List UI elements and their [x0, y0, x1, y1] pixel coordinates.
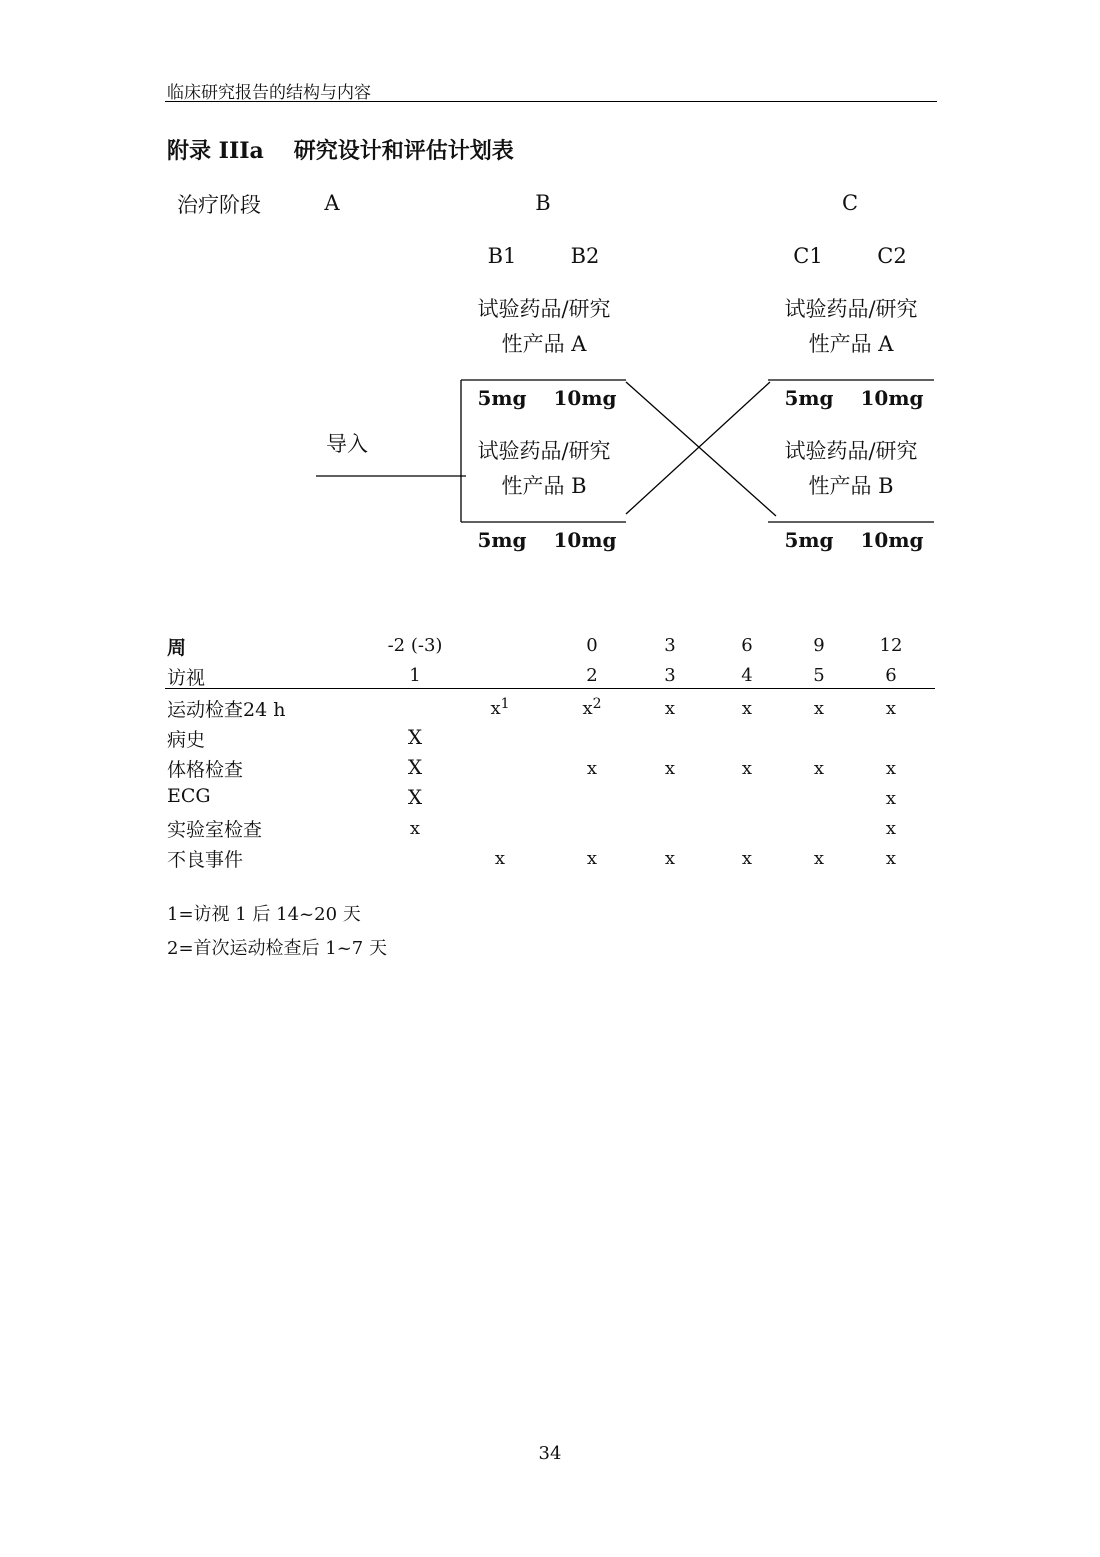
assessment-mark: [742, 698, 752, 719]
crossover-diagram: [0, 0, 1100, 600]
footnote-ref: 2: [592, 696, 602, 712]
mark-text: x: [813, 698, 825, 719]
mark-text: x: [813, 848, 825, 869]
assessment-mark: [410, 818, 420, 839]
assessment-mark: [886, 698, 896, 719]
mark-text: x: [582, 698, 593, 719]
footnote-1: 1=访视 1 后 14~20 天: [167, 904, 361, 925]
schedule-rule: [165, 688, 935, 689]
phase-c: C: [841, 191, 859, 215]
mark-text: x: [741, 698, 753, 719]
dose-b-lower-5: 5mg: [477, 528, 527, 552]
dose-b-upper-5: 5mg: [477, 386, 527, 410]
week-label: 周: [167, 637, 187, 659]
run-in-label: 导入: [326, 432, 368, 456]
visit-cell: 4: [741, 665, 753, 686]
assessment-label: 病史: [167, 729, 206, 751]
mark-text: x: [741, 848, 753, 869]
mark-text: x: [494, 848, 506, 869]
mark-text: x: [664, 698, 676, 719]
assessment-mark: [742, 758, 752, 779]
assessment-mark: [814, 758, 824, 779]
week-cell: -2 (-3): [387, 635, 443, 656]
drug-a-label-c: 试验药品/研究 性产品 A: [784, 297, 918, 356]
week-cell: 12: [879, 635, 903, 656]
assessment-mark: [587, 848, 597, 869]
dose-c-lower-5: 5mg: [784, 528, 834, 552]
dose-b-upper-10: 10mg: [553, 386, 617, 410]
visit-cell: 6: [885, 665, 897, 686]
assessment-mark: [665, 848, 675, 869]
running-header: 临床研究报告的结构与内容: [167, 83, 371, 103]
page-number: 34: [538, 1443, 562, 1464]
subphase-b2: B2: [570, 244, 600, 268]
visit-cell: 3: [664, 665, 676, 686]
assessment-label: 体格检查: [167, 759, 244, 781]
mark-text: x: [885, 848, 897, 869]
appendix-title-text: 研究设计和评估计划表: [293, 138, 514, 164]
mark-text: x: [741, 758, 753, 779]
assessment-mark: [886, 758, 896, 779]
mark-text: x: [586, 848, 598, 869]
assessment-mark: [408, 785, 422, 809]
drug-b-label-b: 试验药品/研究 性产品 B: [477, 439, 611, 498]
mark-text: x: [664, 848, 676, 869]
assessment-mark: [665, 698, 675, 719]
mark-text: X: [407, 725, 423, 749]
appendix-label: 附录 IIIa: [167, 138, 264, 164]
assessment-label: 实验室检查: [167, 819, 263, 841]
assessment-mark: [408, 725, 422, 749]
assessment-label: 运动检查24 h: [167, 699, 286, 721]
week-cell: 0: [586, 635, 598, 656]
visit-label: 访视: [167, 667, 206, 689]
assessment-mark: [587, 758, 597, 779]
assessment-label: ECG: [167, 785, 211, 807]
mark-text: x: [586, 758, 598, 779]
mark-text: x: [885, 758, 897, 779]
week-cell: 3: [664, 635, 676, 656]
assessment-mark: [408, 755, 422, 779]
assessment-mark: [814, 698, 824, 719]
assessment-mark: [665, 758, 675, 779]
assessment-mark: [886, 818, 896, 839]
visit-cell: 5: [813, 665, 825, 686]
footnote-2: 2=首次运动检查后 1~7 天: [167, 938, 387, 959]
phase-label: 治疗阶段: [177, 193, 261, 217]
crossover-line-1: [626, 382, 776, 516]
visit-cell: 1: [409, 665, 421, 686]
dose-b-lower-10: 10mg: [553, 528, 617, 552]
subphase-c2: C2: [877, 244, 907, 268]
dose-c-upper-10: 10mg: [860, 386, 924, 410]
assessment-mark: [582, 698, 601, 719]
assessment-label: 不良事件: [167, 849, 244, 871]
dose-c-upper-5: 5mg: [784, 386, 834, 410]
mark-text: x: [409, 818, 421, 839]
mark-text: x: [885, 818, 897, 839]
mark-text: x: [813, 758, 825, 779]
assessment-mark: [886, 848, 896, 869]
phase-a: A: [324, 191, 340, 215]
subphase-c1: C1: [793, 244, 823, 268]
subphase-b1: B1: [487, 244, 517, 268]
assessment-mark: [490, 698, 509, 719]
mark-text: x: [490, 698, 501, 719]
drug-b-label-c: 试验药品/研究 性产品 B: [784, 439, 918, 498]
mark-text: x: [885, 698, 897, 719]
drug-a-label-b: 试验药品/研究 性产品 A: [477, 297, 611, 356]
assessment-mark: [495, 848, 505, 869]
assessment-mark: [886, 788, 896, 809]
footnote-ref: 1: [500, 696, 510, 712]
assessment-mark: [814, 848, 824, 869]
assessment-mark: [742, 848, 752, 869]
mark-text: X: [407, 755, 423, 779]
phase-b: B: [535, 191, 551, 215]
dose-c-lower-10: 10mg: [860, 528, 924, 552]
mark-text: x: [664, 758, 676, 779]
mark-text: x: [885, 788, 897, 809]
mark-text: X: [407, 785, 423, 809]
week-cell: 6: [741, 635, 753, 656]
visit-cell: 2: [586, 665, 598, 686]
week-cell: 9: [813, 635, 825, 656]
